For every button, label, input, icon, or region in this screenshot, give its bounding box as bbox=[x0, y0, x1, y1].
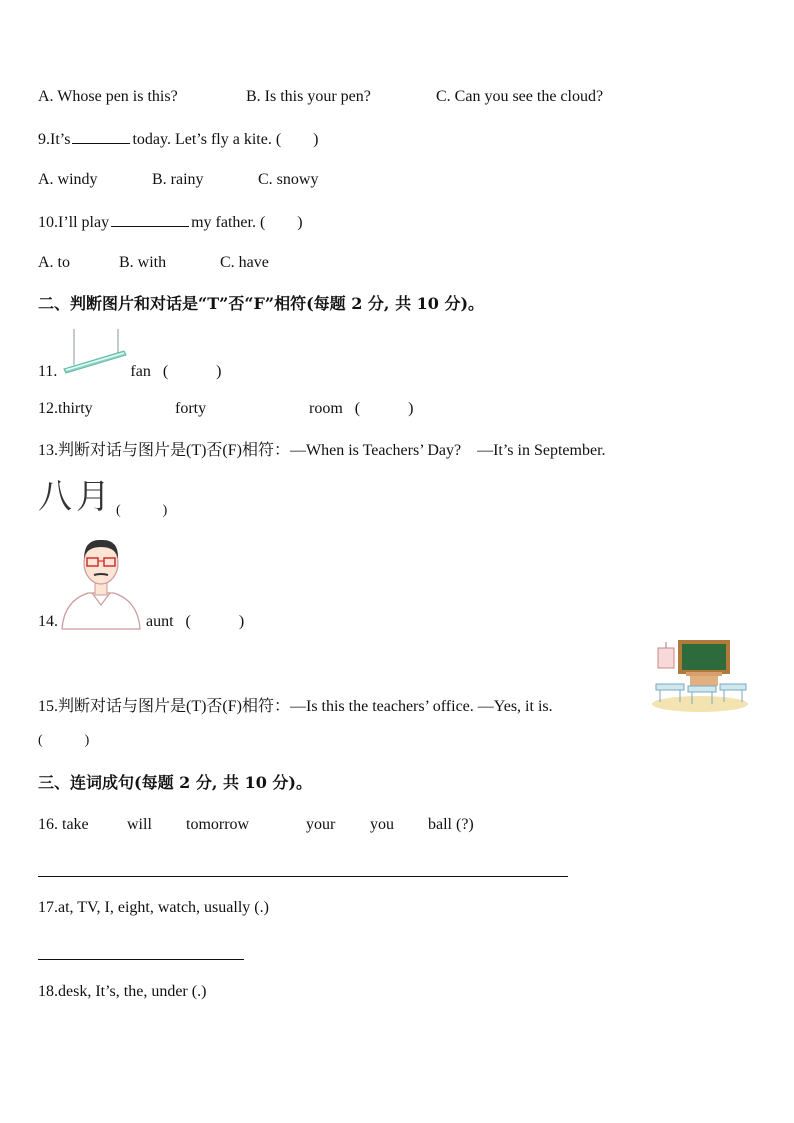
q9-prefix: 9.It’s bbox=[38, 131, 71, 148]
q12-word-1: 12.thirty bbox=[38, 400, 93, 417]
q10-options bbox=[38, 253, 269, 273]
q11-word: fan bbox=[130, 363, 151, 380]
q15-question: 15.判断对话与图片是(T)否(F)相符：—Is this the teachers’ office. —Yes, it is. bbox=[38, 698, 553, 715]
q10-option-a: A. to bbox=[38, 254, 70, 271]
q13-question: 13.判断对话与图片是(T)否(F)相符：—When is Teachers’ Day? —It’s in September. bbox=[38, 442, 606, 459]
q16-word-4: your bbox=[306, 816, 336, 833]
q9-option-c: C. snowy bbox=[258, 171, 319, 188]
q9-options bbox=[38, 170, 318, 190]
q16-answer-line[interactable] bbox=[38, 876, 568, 877]
q16-word-1: 16. take bbox=[38, 816, 89, 833]
q10-suffix: my father. bbox=[191, 214, 256, 231]
q18-question: 18.desk, It’s, the, under (.) bbox=[38, 983, 207, 1000]
q10-answer-paren[interactable]: ( ) bbox=[259, 214, 303, 231]
q15-answer-paren[interactable]: ( ) bbox=[38, 733, 90, 748]
q10-prefix: 10.I’ll play bbox=[38, 214, 110, 231]
q10-question bbox=[38, 212, 303, 233]
q10-option-b: B. with bbox=[119, 254, 167, 271]
q8-option-c: C. Can you see the cloud? bbox=[436, 88, 604, 105]
q9-answer-paren[interactable]: ( ) bbox=[275, 131, 319, 148]
q8-option-a: A. Whose pen is this? bbox=[38, 88, 178, 105]
q9-option-a: A. windy bbox=[38, 171, 98, 188]
q16-word-3: tomorrow bbox=[186, 816, 250, 833]
q8-option-b: B. Is this your pen? bbox=[246, 88, 371, 105]
q13-answer-paren[interactable]: ( ) bbox=[116, 503, 168, 518]
q11-answer-paren[interactable]: ( ) bbox=[162, 363, 222, 380]
q14-row bbox=[38, 612, 244, 632]
q12-word-3: room bbox=[309, 400, 343, 417]
q12-row bbox=[38, 399, 413, 419]
q16-word-5: you bbox=[370, 816, 394, 833]
q9-blank[interactable] bbox=[72, 129, 130, 144]
q14-number: 14. bbox=[38, 613, 58, 630]
q12-answer-paren[interactable]: ( ) bbox=[354, 400, 414, 417]
q16-word-6: ball (?) bbox=[428, 816, 474, 833]
classroom-picture bbox=[650, 638, 750, 714]
q9-question bbox=[38, 129, 319, 150]
q16-words bbox=[38, 815, 474, 835]
q17-question: 17.at, TV, I, eight, watch, usually (.) bbox=[38, 899, 269, 916]
q10-blank[interactable] bbox=[111, 212, 189, 227]
q11-number: 11. bbox=[38, 363, 58, 380]
q10-option-c: C. have bbox=[220, 254, 269, 271]
q12-word-2: forty bbox=[175, 400, 207, 417]
q17-answer-line[interactable] bbox=[38, 959, 244, 960]
q9-suffix: today. Let’s fly a kite. bbox=[132, 131, 272, 148]
q16-word-2: will bbox=[127, 816, 152, 833]
q8-options bbox=[38, 87, 603, 107]
section-2-title: 二、判断图片和对话是“T”否“F”相符(每题 2 分, 共 10 分)。 bbox=[38, 294, 485, 313]
q11-row bbox=[38, 362, 222, 382]
q14-answer-paren[interactable]: ( ) bbox=[185, 613, 245, 630]
q14-word: aunt bbox=[146, 613, 174, 630]
q9-option-b: B. rainy bbox=[152, 171, 204, 188]
section-3-title: 三、连词成句(每题 2 分, 共 10 分)。 bbox=[38, 773, 312, 792]
august-picture: 八月 bbox=[38, 477, 114, 517]
